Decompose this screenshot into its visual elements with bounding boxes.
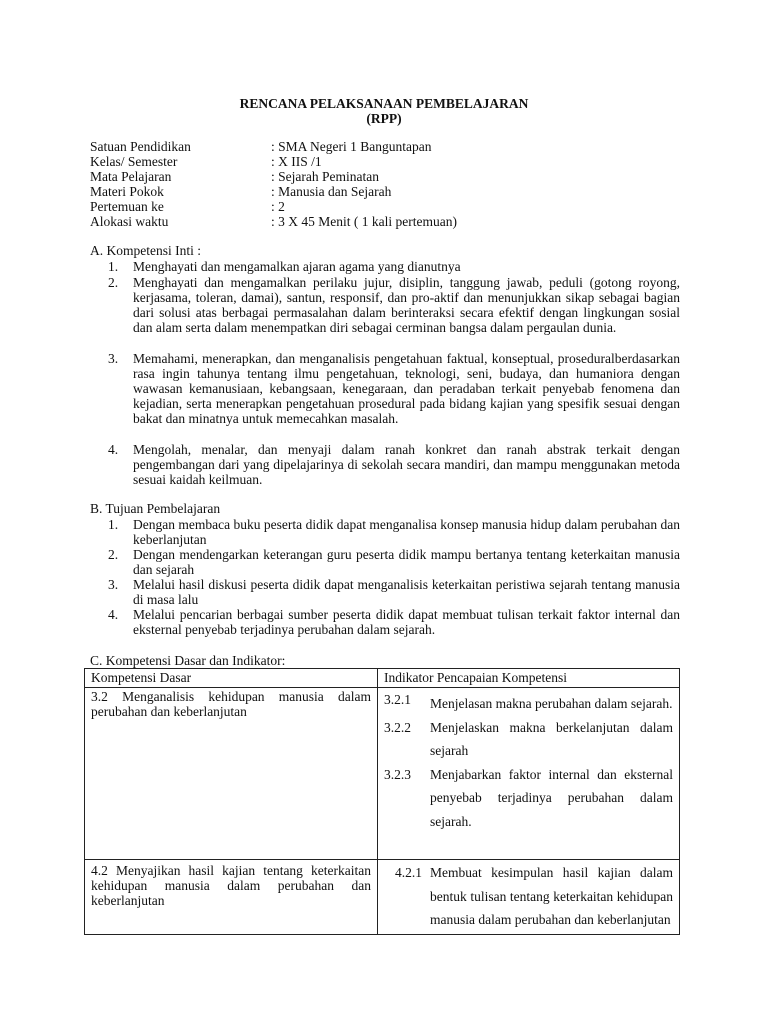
indicator-item [384, 716, 673, 763]
info-row-pertemuan [90, 199, 690, 214]
ki-number: 3. [108, 351, 119, 366]
info-row-materi [90, 184, 690, 199]
indicator-item [384, 861, 673, 932]
indicator-code: 3.2.2 [384, 719, 411, 735]
tujuan-number: 2. [108, 547, 119, 562]
indicator-text: Menjabarkan faktor internal dan eksternal penyebab terjadinya perubahan dalam sejarah. [430, 766, 673, 829]
info-value: : SMA Negeri 1 Banguntapan [271, 139, 432, 154]
ki-number: 2. [108, 275, 119, 290]
indicator-text: Membuat kesimpulan hasil kajian dalam bentuk tulisan tentang keterkaitan kehidupan manusia dalam perubahan dan keberlanjutan [430, 865, 673, 927]
kd-text: 3.2 Menganalisis kehidupan manusia dalam perubahan dan keberlanjutan [91, 689, 371, 719]
ki-text: Menghayati dan mengamalkan ajaran agama yang dianutnya [133, 259, 461, 274]
info-label: Kelas/ Semester [90, 154, 178, 169]
info-row-satuan [90, 139, 690, 154]
ki-text: Mengolah, menalar, dan menyaji dalam ranah konkret dan ranah abstrak terkait dengan pengembangan dari yang dipelajarinya di sekolah secara mandiri, dan mampu menggunakan metoda sesuai kaidah keilmuan. [133, 442, 680, 487]
indicator-code: 4.2.1 [395, 865, 422, 880]
indicator-code: 3.2.3 [384, 766, 411, 782]
col-header-indikator: Indikator Pencapaian Kompetensi [378, 669, 680, 688]
tujuan-text: Melalui pencarian berbagai sumber peserta didik dapat membuat tulisan terkait faktor internal dan eksternal penyebab terjadinya perubahan dalam sejarah. [133, 607, 680, 637]
indicator-text: Menjelasan makna perubahan dalam sejarah. [430, 696, 673, 711]
info-label: Alokasi waktu [90, 214, 169, 229]
kd-text: 4.2 Menyajikan hasil kajian tentang keterkaitan kehidupan manusia dalam perubahan dan keberlanjutan [91, 863, 371, 908]
table-header-row [85, 669, 680, 688]
info-label: Pertemuan ke [90, 199, 164, 214]
tujuan-number: 4. [108, 607, 119, 622]
info-value: : 3 X 45 Menit ( 1 kali pertemuan) [271, 214, 457, 229]
section-kompetensi-inti-heading: A. Kompetensi Inti : [90, 243, 201, 258]
tujuan-text: Melalui hasil diskusi peserta didik dapat menganalisis keterkaitan peristiwa sejarah tentang manusia di masa lalu [133, 577, 680, 607]
table-row [85, 860, 680, 935]
document-title: RENCANA PELAKSANAAN PEMBELAJARAN [239, 96, 529, 111]
info-value: : 2 [271, 199, 285, 214]
info-row-kelas [90, 154, 690, 169]
indicator-code: 3.2.1 [384, 692, 411, 707]
tujuan-text: Dengan mendengarkan keterangan guru peserta didik mampu bertanya tentang keterkaitan manusia dan sejarah [133, 547, 680, 577]
info-label: Materi Pokok [90, 184, 164, 199]
tujuan-text: Dengan membaca buku peserta didik dapat menganalisa konsep manusia hidup dalam perubahan dan keberlanjutan [133, 517, 680, 547]
info-row-alokasi [90, 214, 690, 229]
section-kompetensi-dasar-heading: C. Kompetensi Dasar dan Indikator: [90, 653, 286, 668]
info-value: : Manusia dan Sejarah [271, 184, 392, 199]
kompetensi-dasar-table [84, 668, 680, 935]
section-tujuan-heading: B. Tujuan Pembelajaran [90, 501, 221, 516]
ki-text: Memahami, menerapkan, dan menganalisis pengetahuan faktual, konseptual, proseduralberdasarkan rasa ingin tahunya tentang ilmu pengetahuan, teknologi, seni, budaya, dan humaniora dengan wawasan kemanusiaan, kebangsaan, kenegaraan, dan peradaban terkait penyebab fenomena dan kejadian, serta menerapkan pengetahuan prosedural pada bidang kajian yang spesifik sesuai dengan bakat dan minatnya untuk memecahkan masalah. [133, 351, 680, 426]
tujuan-number: 3. [108, 577, 119, 592]
table-row [85, 688, 680, 860]
indicator-item [384, 692, 673, 716]
indicator-item [384, 763, 673, 834]
info-value: : X IIS /1 [271, 154, 322, 169]
info-value: : Sejarah Peminatan [271, 169, 379, 184]
tujuan-number: 1. [108, 517, 119, 532]
info-row-mapel [90, 169, 690, 184]
ki-number: 1. [108, 259, 119, 274]
indicator-text: Menjelaskan makna berkelanjutan dalam sejarah [430, 719, 673, 758]
info-label: Satuan Pendidikan [90, 139, 191, 154]
ki-number: 4. [108, 442, 119, 457]
document-subtitle: (RPP) [366, 111, 402, 126]
info-label: Mata Pelajaran [90, 169, 172, 184]
col-header-kd: Kompetensi Dasar [85, 669, 378, 688]
ki-text: Menghayati dan mengamalkan perilaku jujur, disiplin, tanggung jawab, peduli (gotong royong, kerjasama, toleran, damai), santun, responsif, dan pro-aktif dan menunjukkan sikap sebagai bagian dari solusi atas berbagai permasalahan dalam berinteraksi secara efektif dengan lingkungan sosial dan alam serta dalam menempatkan diri sebagai cerminan bangsa dalam pergaulan dunia. [133, 275, 680, 335]
